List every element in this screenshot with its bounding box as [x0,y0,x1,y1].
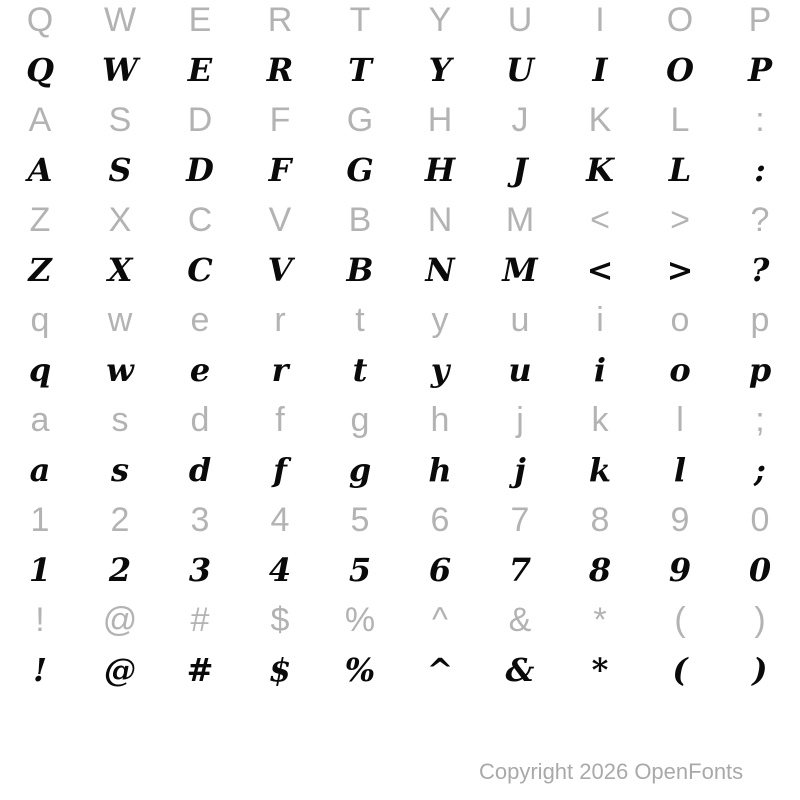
glyph-cell: l [676,401,684,439]
glyph-cell: 7 [508,551,532,589]
glyph-cell: ( [672,651,688,689]
glyph-cell: N [425,251,455,289]
glyph-cell: y [431,301,449,339]
glyph-cell: M [502,251,538,289]
glyph-cell: ! [35,601,45,639]
reference-row [0,600,800,644]
glyph-cell: % [344,601,376,639]
glyph-cell: R [267,1,293,39]
glyph-cell: t [352,351,368,389]
glyph-cell: 4 [268,551,292,589]
glyph-cell: H [424,151,456,189]
specimen-row [0,644,800,700]
glyph-cell: T [348,51,372,89]
glyph-cell: 2 [108,551,132,589]
specimen-row [0,344,800,400]
glyph-cell: k [591,401,609,439]
glyph-cell: * [591,651,609,689]
glyph-cell: U [507,1,533,39]
character-row-pair [0,600,800,700]
glyph-cell: Q [26,1,54,39]
glyph-cell: Y [428,1,452,39]
reference-row [0,300,800,344]
reference-row [0,500,800,544]
glyph-cell: f [273,451,287,489]
glyph-cell: 6 [428,551,452,589]
glyph-cell: Z [28,251,52,289]
glyph-cell: 3 [188,551,212,589]
specimen-row [0,44,800,100]
glyph-cell: W [102,51,138,89]
character-row-pair [0,300,800,400]
glyph-cell: e [189,351,211,389]
glyph-cell: 9 [670,501,690,539]
glyph-cell: : [754,151,766,189]
glyph-cell: k [588,451,612,489]
glyph-cell: : [755,101,765,139]
character-row-pair [0,200,800,300]
character-row-pair [0,0,800,100]
glyph-cell: $ [268,651,292,689]
glyph-cell: 8 [590,501,610,539]
glyph-cell: e [190,301,210,339]
glyph-cell: K [588,101,612,139]
glyph-cell: ; [755,401,765,439]
glyph-cell: J [512,151,528,189]
glyph-cell: # [190,601,210,639]
glyph-cell: u [508,351,532,389]
glyph-cell: O [666,51,694,89]
glyph-cell: 3 [190,501,210,539]
glyph-cell: o [669,351,691,389]
glyph-cell: g [350,401,370,439]
glyph-cell: a [30,401,50,439]
glyph-cell: h [430,401,450,439]
glyph-cell: L [670,101,690,139]
specimen-row [0,144,800,200]
glyph-cell: * [593,601,607,639]
glyph-cell: Y [428,51,452,89]
glyph-cell: o [670,301,690,339]
glyph-cell: 8 [588,551,612,589]
glyph-cell: S [108,151,132,189]
glyph-cell: R [266,51,294,89]
glyph-cell: u [510,301,530,339]
glyph-cell: G [346,101,374,139]
glyph-cell: ^ [426,651,454,689]
glyph-cell: P [748,1,772,39]
glyph-cell: C [187,251,213,289]
copyright-text: Copyright 2026 OpenFonts [479,759,744,784]
glyph-cell: y [430,351,450,389]
glyph-cell: X [107,251,133,289]
glyph-cell: V [268,201,292,239]
glyph-cell: l [673,451,687,489]
character-row-pair [0,100,800,200]
glyph-cell: S [108,101,132,139]
glyph-cell: j [514,451,526,489]
glyph-cell: M [505,201,535,239]
glyph-cell: t [355,301,365,339]
glyph-cell: U [506,51,534,89]
glyph-cell: Z [29,201,51,239]
glyph-cell: 1 [30,501,50,539]
specimen-row [0,244,800,300]
glyph-cell: a [29,451,51,489]
glyph-cell: @ [104,651,136,689]
glyph-cell: T [349,1,371,39]
glyph-cell: A [28,101,52,139]
reference-row [0,0,800,44]
glyph-cell: q [28,351,52,389]
glyph-cell: d [190,401,210,439]
glyph-cell: i [596,301,604,339]
glyph-cell: D [186,151,214,189]
glyph-cell: % [344,651,376,689]
glyph-cell: 4 [270,501,290,539]
glyph-cell: ) [754,601,766,639]
glyph-cell: E [188,1,212,39]
reference-row [0,200,800,244]
glyph-cell: C [187,201,213,239]
glyph-cell: H [427,101,453,139]
glyph-cell: > [670,201,690,239]
glyph-cell: A [27,151,53,189]
glyph-cell: r [271,351,289,389]
glyph-cell: g [348,451,372,489]
glyph-cell: I [595,1,605,39]
glyph-cell: > [666,251,694,289]
glyph-cell: X [108,201,132,239]
glyph-cell: V [267,251,293,289]
glyph-cell: @ [102,601,138,639]
glyph-cell: 0 [748,551,772,589]
glyph-cell: ? [750,201,770,239]
glyph-cell: 2 [110,501,130,539]
glyph-cell: 6 [430,501,450,539]
glyph-cell: p [748,351,772,389]
glyph-cell: 5 [348,551,372,589]
glyph-cell: 1 [28,551,52,589]
glyph-cell: 7 [510,501,530,539]
glyph-cell: $ [270,601,290,639]
glyph-cell: ) [752,651,768,689]
glyph-cell: ! [32,651,48,689]
glyph-cell: 5 [350,501,370,539]
glyph-cell: p [750,301,770,339]
reference-row [0,400,800,444]
glyph-cell: 9 [668,551,692,589]
glyph-cell: W [103,1,137,39]
glyph-cell: B [346,251,374,289]
specimen-row [0,444,800,500]
glyph-cell: ( [674,601,686,639]
glyph-cell: i [593,351,607,389]
glyph-cell: w [106,351,134,389]
glyph-cell: < [590,201,610,239]
glyph-cell: h [428,451,452,489]
specimen-row [0,544,800,600]
glyph-cell: P [747,51,773,89]
character-row-pair [0,500,800,600]
glyph-cell: q [30,301,50,339]
glyph-cell: G [346,151,374,189]
glyph-cell: d [188,451,212,489]
glyph-cell: B [348,201,372,239]
glyph-cell: I [592,51,608,89]
glyph-cell: w [107,301,133,339]
glyph-cell: ; [754,451,766,489]
glyph-cell: N [427,201,453,239]
glyph-cell: s [110,451,129,489]
glyph-cell: L [668,151,692,189]
glyph-cell: F [268,151,292,189]
glyph-cell: ^ [432,601,448,639]
glyph-cell: 0 [750,501,770,539]
glyph-cell: f [275,401,285,439]
glyph-cell: Q [26,51,54,89]
glyph-cell: # [186,651,214,689]
reference-row [0,100,800,144]
glyph-cell: E [187,51,213,89]
glyph-cell: O [666,1,694,39]
glyph-cell: & [505,651,535,689]
glyph-cell: r [274,301,286,339]
glyph-cell: F [269,101,291,139]
character-row-pair [0,400,800,500]
glyph-cell: K [586,151,614,189]
glyph-cell: j [516,401,524,439]
glyph-cell: D [187,101,213,139]
glyph-cell: ? [750,251,770,289]
glyph-cell: & [508,601,532,639]
glyph-cell: s [111,401,129,439]
glyph-cell: < [586,251,614,289]
glyph-cell: J [511,101,529,139]
